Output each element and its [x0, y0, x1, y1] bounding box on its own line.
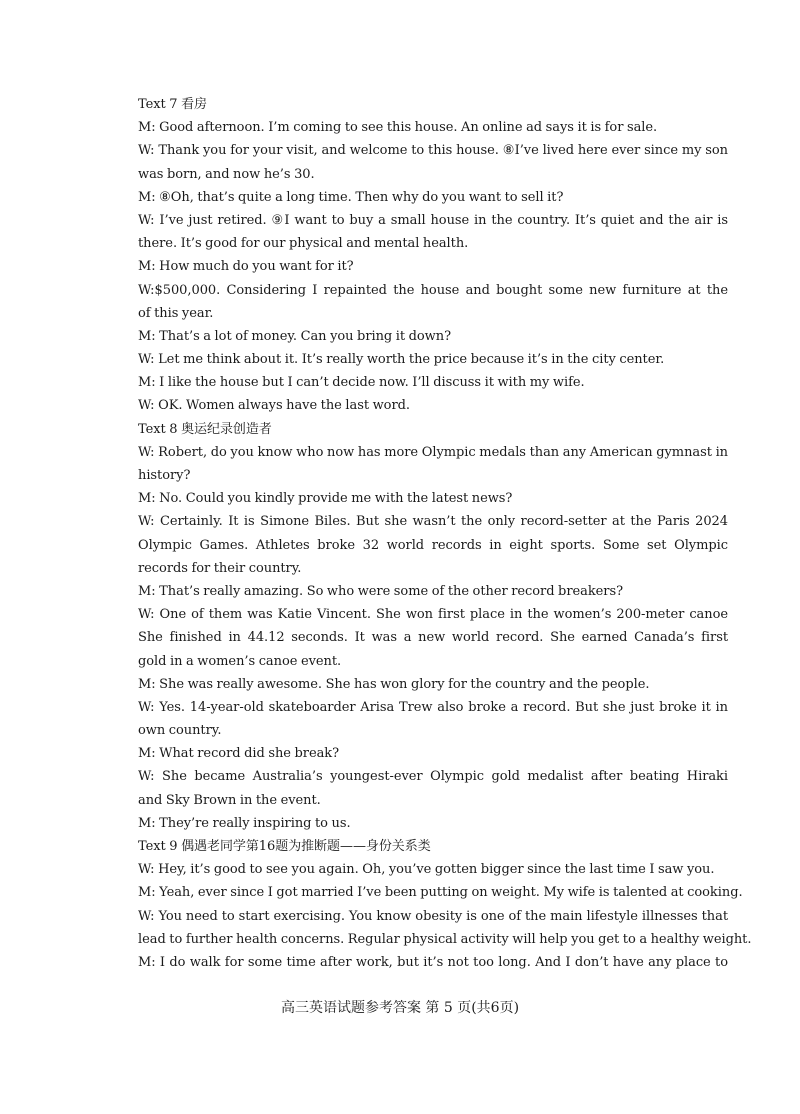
- dialogue-line: W: Certainly. It is Simone Biles. But she wasn’t the only record-setter at the Paris 2024: [138, 514, 728, 530]
- dialogue-line: W: Yes. 14-year-old skateboarder Arisa Trew also broke a record. But she just broke it in: [138, 699, 728, 715]
- dialogue-line: M: She was really awesome. She has won glory for the country and the people.: [138, 676, 650, 692]
- dialogue-line: was born, and now he’s 30.: [138, 166, 315, 182]
- page-footer: 高三英语试题参考答案 第 5 页(共6页): [280, 1000, 520, 1016]
- dialogue-line: W:$500,000. Considering I repainted the house and bought some new furniture at the: [138, 282, 728, 298]
- dialogue-line: M: How much do you want for it?: [138, 259, 354, 275]
- dialogue-line: W: She became Australia’s youngest-ever Olympic gold medalist after beating Hiraki: [138, 769, 728, 785]
- section-heading: Text 9 偶遇老同学第16题为推断题——身份关系类: [138, 839, 431, 854]
- dialogue-line: W: Hey, it’s good to see you again. Oh, you’ve gotten bigger since the last time I saw you.: [138, 862, 715, 878]
- dialogue-line: W: Thank you for your visit, and welcome to this house. ⑧I’ve lived here ever since my son: [138, 143, 728, 159]
- dialogue-line: W: You need to start exercising. You know obesity is one of the main lifestyle illnesses that: [138, 908, 728, 924]
- dialogue-line: M: Good afternoon. I’m coming to see this house. An online ad says it is for sale.: [138, 120, 658, 136]
- dialogue-line: W: Robert, do you know who now has more Olympic medals than any American gymnast in: [138, 444, 728, 460]
- dialogue-line: M: Yeah, ever since I got married I’ve been putting on weight. My wife is talented at cooking.: [138, 885, 743, 901]
- dialogue-line: lead to further health concerns. Regular physical activity will help you get to a healthy weight.: [138, 931, 752, 947]
- dialogue-line: M: What record did she break?: [138, 746, 340, 762]
- dialogue-line: M: That’s a lot of money. Can you bring it down?: [138, 328, 452, 344]
- dialogue-line: own country.: [138, 723, 222, 739]
- dialogue-line: W: Let me think about it. It’s really worth the price because it’s in the city center.: [138, 352, 665, 368]
- dialogue-line: W: One of them was Katie Vincent. She won first place in the women’s 200-meter canoe: [138, 607, 728, 623]
- dialogue-line: records for their country.: [138, 560, 302, 576]
- dialogue-line: Olympic Games. Athletes broke 32 world records in eight sports. Some set Olympic: [138, 537, 728, 553]
- dialogue-line: there. It’s good for our physical and mental health.: [138, 236, 469, 252]
- dialogue-line: W: OK. Women always have the last word.: [138, 398, 410, 414]
- dialogue-line: M: ⑧Oh, that’s quite a long time. Then why do you want to sell it?: [138, 189, 564, 205]
- dialogue-line: M: I do walk for some time after work, but it’s not too long. And I don’t have any place to: [138, 954, 728, 970]
- dialogue-line: of this year.: [138, 305, 214, 321]
- dialogue-line: She finished in 44.12 seconds. It was a new world record. She earned Canada’s first: [138, 630, 728, 646]
- dialogue-line: W: I’ve just retired. ⑨I want to buy a small house in the country. It’s quiet and the air is: [138, 212, 728, 228]
- dialogue-line: M: That’s really amazing. So who were some of the other record breakers?: [138, 583, 624, 599]
- section-heading: Text 8 奥运纪录创造者: [138, 421, 272, 437]
- dialogue-line: M: I like the house but I can’t decide now. I’ll discuss it with my wife.: [138, 375, 585, 391]
- section-heading: Text 7 看房: [138, 97, 207, 112]
- dialogue-line: history?: [138, 468, 191, 483]
- dialogue-line: and Sky Brown in the event.: [138, 792, 321, 808]
- dialogue-transcript: [138, 93, 752, 974]
- dialogue-line: gold in a women’s canoe event.: [138, 653, 342, 669]
- dialogue-line: M: No. Could you kindly provide me with the latest news?: [138, 491, 513, 507]
- dialogue-line: M: They’re really inspiring to us.: [138, 815, 351, 831]
